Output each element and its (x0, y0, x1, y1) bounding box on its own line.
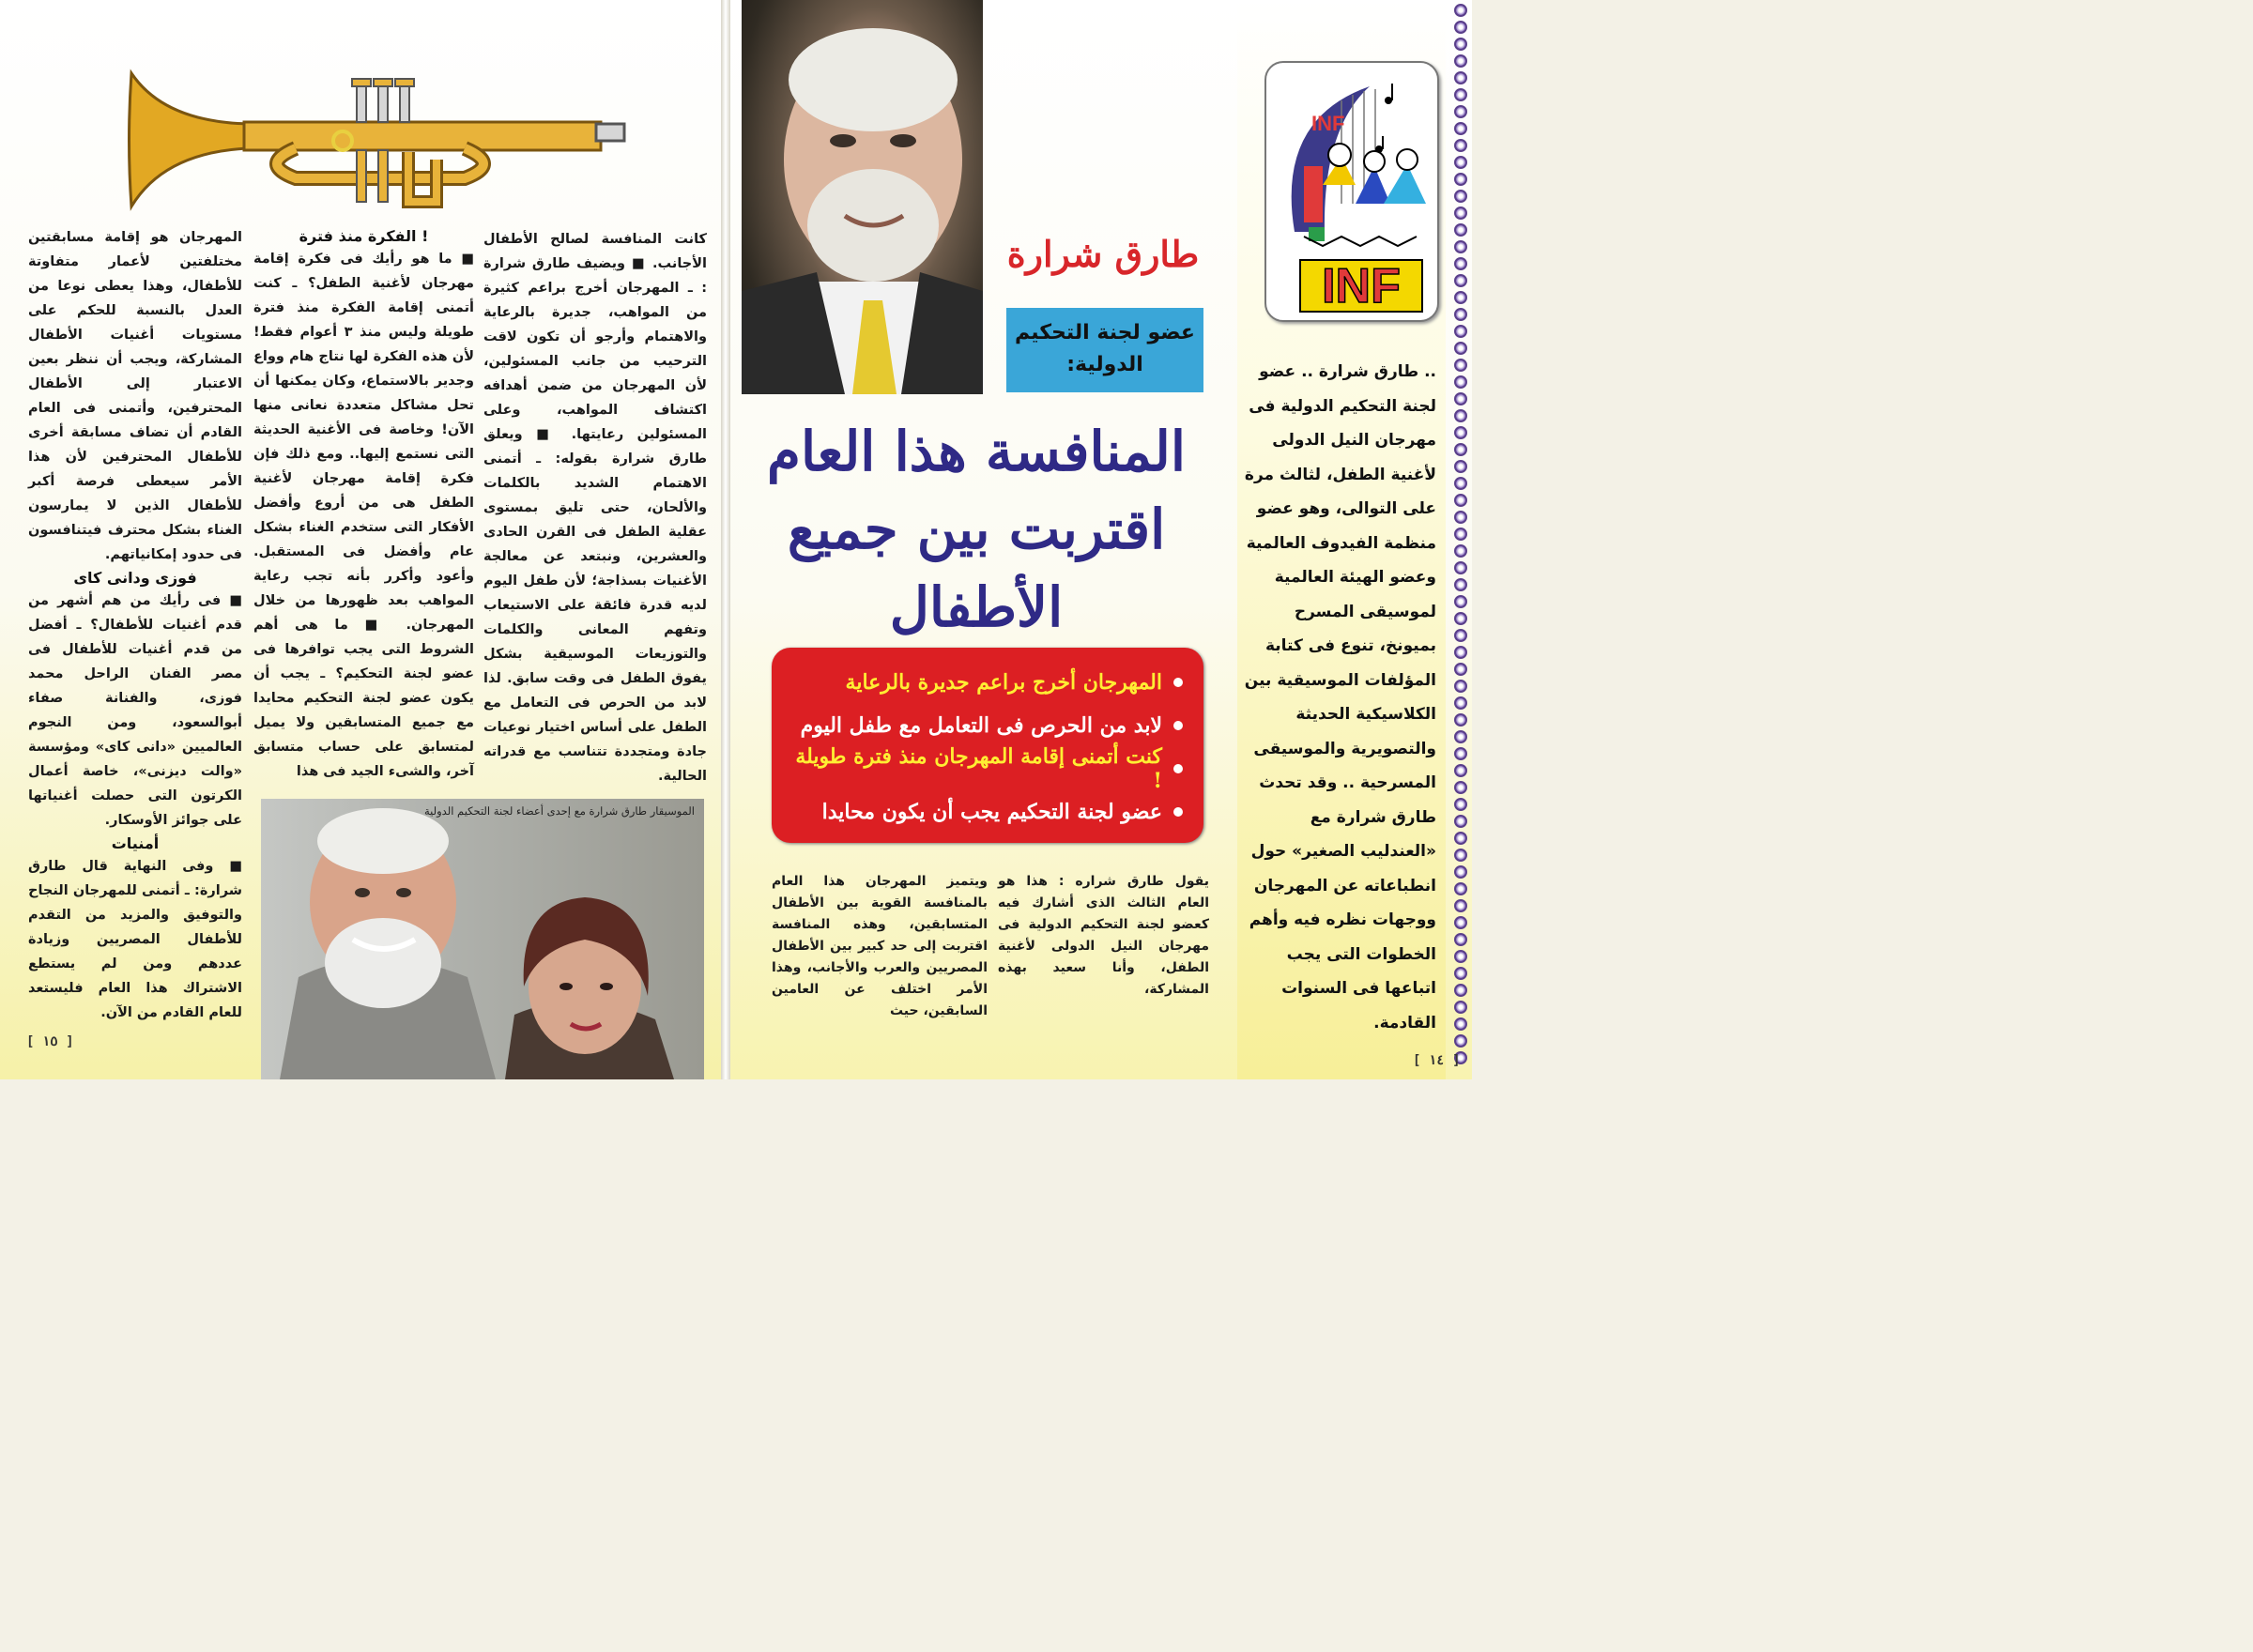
page-number-left: [ ١٥ ] (26, 1034, 74, 1049)
dot-icon (1454, 832, 1467, 845)
dot-icon (1454, 443, 1467, 456)
section-title: الفكرة منذ فترة ! (299, 227, 429, 245)
dot-icon (1454, 105, 1467, 118)
dot-icon (1454, 815, 1467, 828)
bullet-icon (1173, 721, 1183, 730)
highlight-item: لابد من الحرص فى التعامل مع طفل اليوم (785, 704, 1183, 747)
trumpet-illustration (127, 66, 634, 216)
headline: المنافسة هذا العام اقتربت بين جميع الأطفال (767, 420, 1186, 639)
svg-text:INF: INF (1311, 112, 1345, 135)
dot-icon (1454, 663, 1467, 676)
dot-icon (1454, 4, 1467, 17)
inf-logo-icon (1266, 63, 1441, 324)
dot-icon (1454, 359, 1467, 372)
dot-icon (1454, 206, 1467, 220)
page-gutter (721, 0, 730, 1079)
dot-icon (1454, 375, 1467, 389)
dot-icon (1454, 696, 1467, 710)
article-column-b-text: ■ ما هو رأيك فى فكرة إقامة مهرجان لأغنية الطفل؟ ـ كنت أتمنى إقامة الفكرة منذ فترة طويلة وليس منذ ٣ أعوام فقط! لأن هذه الفكرة لها نتاج هام وواع وجدير بالاستماع، وكان يمكنها أن تحل مشاكل متعددة نعانى منها الآن! وخاصة فى الأغنية الحديثة التى نستمع إليها.. ومع ذلك فإن فكرة إقامة مهرجان لأغنية الطفل هى من أروع وأفضل الأفكار التى ستخدم الغناء بشكل عام وأفضل فى المستقبل. وأعود وأكرر بأنه تجب رعاية المواهب بعد ظهورها من خلال المهرجان. ■ ما هى أهم الشروط التى يجب توافرها فى عضو لجنة التحكيم؟ ـ يجب أن يكون عضو لجنة التحكيم محايدا مع جميع المتسابقين ولا يميل لمتسابق على حساب متسابق آخر، والشىء الجيد فى هذا (253, 252, 475, 779)
dot-icon (1454, 950, 1467, 963)
dot-icon (1454, 747, 1467, 760)
dot-icon (1454, 967, 1467, 980)
dot-icon (1454, 629, 1467, 642)
dot-icon (1454, 21, 1467, 34)
dot-icon (1454, 122, 1467, 135)
dot-icon (1454, 460, 1467, 473)
dot-icon (1454, 798, 1467, 811)
person-name: طارق شرارة (1006, 233, 1200, 275)
dot-icon (1454, 916, 1467, 929)
dot-icon (1454, 342, 1467, 355)
bullet-icon (1173, 764, 1183, 773)
dot-icon (1454, 781, 1467, 794)
dot-icon (1454, 849, 1467, 862)
svg-text:INF: INF (1322, 259, 1401, 314)
dot-icon (1454, 156, 1467, 169)
dot-icon (1454, 544, 1467, 558)
photo-caption: الموسيقار طارق شرارة مع إحدى أعضاء لجنة التحكيم الدولية (423, 804, 695, 818)
article-column-right-2: ويتميز المهرجان هذا العام بالمنافسة القوية بين الأطفال المتسابقين، وهذه المنافسة اقتربت إلى حد كبير بين الأطفال المصريين والعرب والأجانب، وهذا الأمر اختلف عن العامين السابقين، حيث (772, 874, 988, 1018)
dot-icon (1454, 680, 1467, 693)
page-number-right: [ ١٤ ] (1413, 1053, 1461, 1068)
dot-icon (1454, 882, 1467, 895)
dot-icon (1454, 173, 1467, 186)
section-title: فوزى ودانى كاى (73, 569, 197, 587)
section-title: أمنيات (111, 834, 160, 852)
dot-icon (1454, 139, 1467, 152)
dot-border (1450, 0, 1471, 1079)
dot-icon (1454, 511, 1467, 524)
dot-icon (1454, 865, 1467, 879)
portrait-photo (742, 0, 983, 394)
dot-icon (1454, 392, 1467, 405)
dot-icon (1454, 71, 1467, 84)
dot-icon (1454, 528, 1467, 541)
article-column-c-mid: ■ فى رأيك من هم أشهر من قدم أغنيات للأطفال؟ ـ أفضل من قدم أغنيات للأطفال فى مصر الفنان الراحل محمد فوزى، والفنانة صفاء أبوالسعود، ومن النجوم العالميين «دانى كاى» ومؤسسة «والت ديزنى»، خاصة أعمال الكرتون التى حصلت أغنياتها على جوائز الأوسكار. (28, 593, 242, 828)
dot-icon (1454, 646, 1467, 659)
dot-icon (1454, 426, 1467, 439)
dot-icon (1454, 1017, 1467, 1031)
dot-icon (1454, 764, 1467, 777)
dot-icon (1454, 713, 1467, 727)
highlight-item: كنت أتمنى إقامة المهرجان منذ فترة طويلة ! (785, 747, 1183, 790)
trumpet-icon (127, 66, 634, 216)
dot-icon (1454, 933, 1467, 946)
dot-icon (1454, 730, 1467, 743)
dot-icon (1454, 899, 1467, 912)
bullet-icon (1173, 807, 1183, 817)
dot-icon (1454, 88, 1467, 101)
dot-icon (1454, 54, 1467, 68)
dot-icon (1454, 612, 1467, 625)
dot-icon (1454, 257, 1467, 270)
article-column-c-end: ■ وفى النهاية قال طارق شرارة: ـ أتمنى للمهرجان النجاح والتوفيق والمزيد من التقدم للأطفال المصريين وزيادة عددهم ومن لم يستطع الاشتراك هذا العام فليستعد للعام القادم من الآن. (28, 859, 242, 1020)
article-column-c (28, 225, 242, 1025)
dot-icon (1454, 291, 1467, 304)
highlight-item: عضو لجنة التحكيم يجب أن يكون محايدا (785, 790, 1183, 834)
bullet-icon (1173, 678, 1183, 687)
dot-icon (1454, 578, 1467, 591)
dot-icon (1454, 190, 1467, 203)
dot-icon (1454, 240, 1467, 253)
article-column-b (253, 225, 474, 784)
highlights-box (772, 648, 1203, 843)
group-photo (261, 799, 704, 1079)
dot-icon (1454, 308, 1467, 321)
inf-logo (1264, 61, 1439, 322)
article-column-right-1: يقول طارق شراره : هذا هو العام الثالث الذى أشارك فيه كعضو لجنة التحكيم الدولية فى مهرجان النيل الدولى لأغنية الطفل، وأنا سعيد بهذه المشاركة، (998, 874, 1209, 997)
dot-icon (1454, 477, 1467, 490)
dot-icon (1454, 595, 1467, 608)
role-box: عضو لجنة التحكيم الدولية: (1006, 308, 1203, 392)
dot-icon (1454, 223, 1467, 237)
dot-icon (1454, 494, 1467, 507)
dot-icon (1454, 1001, 1467, 1014)
dot-icon (1454, 561, 1467, 574)
dot-icon (1454, 325, 1467, 338)
highlight-item: المهرجان أخرج براعم جديرة بالرعاية (785, 661, 1183, 704)
article-column-c-intro: المهرجان هو إقامة مسابقتين مختلفتين لأعمار متفاوتة للأطفال، وهذا يعطى نوعا من العدل بالنسبة للحكم على مستويات أغنيات الأطفال المشاركة، ويجب أن ننظر بعين الاعتبار إلى الأطفال المحترفين، وأتمنى فى العام القادم أن تضاف مسابقة أخرى للأطفال المحترفين لأن هذا الأمر سيعطى فرصة أكبر للأطفال الذين لا يمارسون الغناء بشكل محترف فيتنافسون فى حدود إمكانياتهم. (28, 230, 242, 562)
sidebar-intro: .. طارق شرارة .. عضو لجنة التحكيم الدولية فى مهرجان النيل الدولى لأغنية الطفل، لثالث مرة على التوالى، وهو عضو منظمة الفيدوف العالمية وعضو الهيئة العالمية لموسيقى المسرح بميونخ، تنوع فى كتابة المؤلفات الموسيقية بين الكلاسيكية الحديثة والتصويرية والموسيقى المسرحية .. وقد تحدث طارق شرارة مع «العندليب الصغير» حول انطباعاته عن المهرجان ووجهات نظره فيه وأهم الخطوات التى يجب اتباعها فى السنوات القادمة. (1244, 362, 1436, 1032)
dot-icon (1454, 38, 1467, 51)
dot-icon (1454, 984, 1467, 997)
dot-icon (1454, 274, 1467, 287)
article-column-a: كانت المنافسة لصالح الأطفال الأجانب. ■ ويضيف طارق شرارة : ـ المهرجان أخرج براعم كثيرة من المواهب، جديرة بالرعاية والاهتمام وأرجو أن تكون لاقت الترحيب من جانب المسئولين، لأن المهرجان من ضمن أهدافه اكتشاف المواهب، وعلى المسئولين رعايتها. ■ ويعلق طارق شرارة بقوله: ـ أتمنى الاهتمام الشديد بالكلمات والألحان، حتى تليق بمستوى عقلية الطفل فى القرن الحادى والعشرين، ونبتعد عن معالجة الأغنيات بسذاجة؛ لأن طفل اليوم لديه قدرة فائقة على الاستيعاب وتفهم المعانى والكلمات والتوزيعات الموسيقية بشكل يفوق الطفل فى وقت سابق. لذا لابد من الحرص فى التعامل مع الطفل على أساس اختيار نوعيات جادة ومتجددة تتناسب مع قدراته الحالية. (483, 232, 707, 784)
dot-icon (1454, 409, 1467, 422)
dot-icon (1454, 1034, 1467, 1048)
